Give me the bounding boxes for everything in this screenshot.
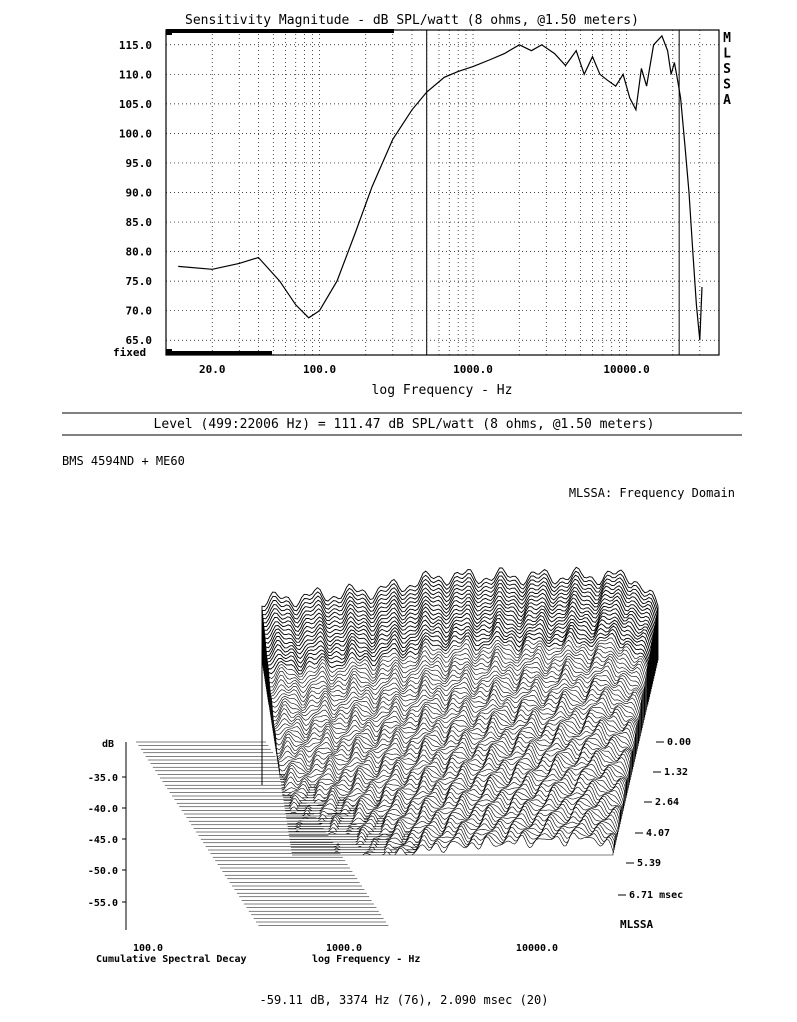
time-tick-label: 2.64 — [655, 797, 680, 808]
time-axis-label: MLSSA — [620, 918, 654, 931]
db-axis-label: dB — [102, 739, 115, 750]
y-tick-label: 65.0 — [125, 334, 152, 348]
y-tick-label: 100.0 — [118, 127, 152, 141]
chart-title: Sensitivity Magnitude - dB SPL/watt (8 ohms, @1.50 meters) — [185, 13, 639, 28]
frequency-tick-label: 1000.0 — [325, 943, 363, 954]
time-tick-label: 4.07 — [646, 828, 671, 839]
time-tick-label: 5.39 — [637, 858, 662, 869]
model-label: BMS 4594ND + ME60 — [62, 454, 185, 468]
x-tick-label: 100.0 — [302, 363, 337, 376]
fixed-label: fixed — [113, 346, 147, 359]
csd-x-axis-label: log Frequency - Hz — [312, 954, 421, 965]
domain-label: MLSSA: Frequency Domain — [568, 486, 735, 500]
db-tick-label: -40.0 — [87, 804, 118, 815]
x-tick-label: 10000.0 — [603, 363, 650, 376]
frequency-tick-label: 10000.0 — [515, 943, 559, 954]
y-tick-label: 95.0 — [125, 156, 152, 170]
x-tick-label: 20.0 — [198, 363, 226, 376]
time-tick-label: 1.32 — [664, 767, 689, 778]
cumulative-spectral-decay-chart — [88, 567, 691, 1007]
cursor-readout: -59.11 dB, 3374 Hz (76), 2.090 msec (20) — [259, 993, 549, 1007]
y-tick-label: 110.0 — [118, 68, 152, 82]
x-tick-label: 1000.0 — [453, 363, 493, 376]
csd-title: Cumulative Spectral Decay — [96, 954, 247, 965]
db-tick-labels — [88, 773, 126, 909]
sensitivity-magnitude-chart — [113, 13, 731, 398]
frequency-cursors — [427, 30, 679, 355]
db-tick-label: -50.0 — [87, 866, 118, 877]
frequency-tick-label: 100.0 — [132, 943, 164, 954]
scale-marker-bottom — [166, 349, 172, 355]
level-summary: Level (499:22006 Hz) = 111.47 dB SPL/watt (8 ohms, @1.50 meters) — [153, 417, 655, 432]
side-label-letter: S — [723, 62, 731, 77]
x-tick-labels — [199, 363, 650, 376]
side-label-letter: M — [723, 31, 731, 46]
y-tick-label: 115.0 — [118, 38, 152, 52]
side-label-letter: S — [723, 77, 731, 93]
y-tick-label: 90.0 — [125, 186, 152, 200]
series-line-sensitivity — [178, 36, 702, 340]
db-tick-label: -55.0 — [87, 898, 118, 909]
frequency-tick-labels — [133, 943, 558, 954]
side-label-letter: A — [723, 93, 731, 108]
y-tick-label: 75.0 — [125, 275, 152, 289]
scale-marker-top — [166, 29, 172, 35]
y-tick-label: 85.0 — [125, 216, 152, 230]
mlssa-side-label — [723, 31, 731, 108]
time-tick-label: 6.71 msec — [629, 890, 684, 901]
x-axis-label: log Frequency - Hz — [371, 383, 513, 398]
time-tick-label: 0.00 — [667, 737, 692, 748]
db-tick-label: -35.0 — [87, 773, 118, 784]
side-label-letter: L — [723, 46, 731, 62]
y-tick-labels — [119, 39, 152, 347]
waterfall-slices — [262, 567, 658, 855]
y-tick-label: 80.0 — [125, 245, 152, 259]
y-tick-label: 105.0 — [118, 97, 152, 111]
y-tick-label: 70.0 — [125, 304, 152, 318]
db-tick-label: -45.0 — [87, 835, 118, 846]
